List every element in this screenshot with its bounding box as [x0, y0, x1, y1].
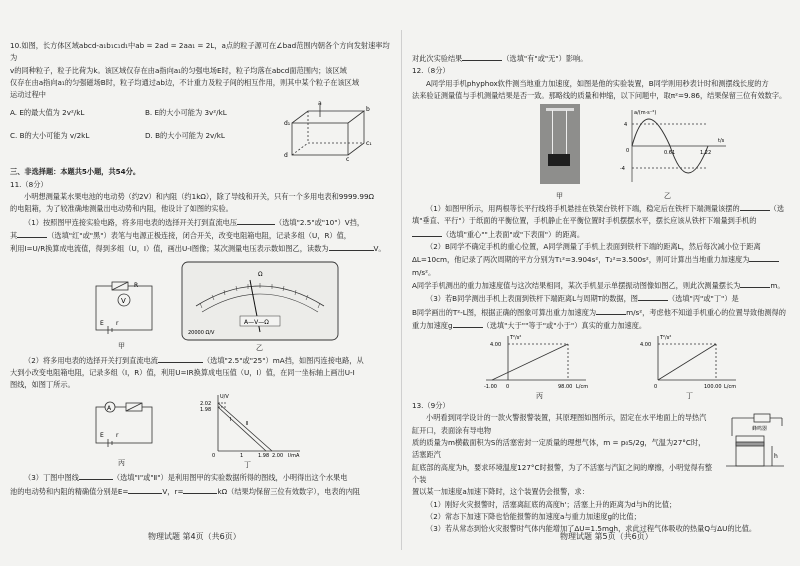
q11-p4a: （3）丁图中图线 [24, 473, 79, 483]
q10-option-c: C. B的大小可能为 v/2kL [10, 130, 90, 140]
q12-head: 12.（8分） [412, 66, 450, 76]
q11-p4b-tail: kΩ（结果均保留三位有效数字），电表的内阻 [217, 486, 361, 496]
meter-model-label: 20000 Ω/V [188, 329, 215, 336]
acceleration-graph [612, 106, 732, 186]
ding-line-II: Ⅱ [246, 421, 249, 428]
question-10 [10, 40, 392, 163]
q11-p1b: 的电阻箱，为了较准确地测量出电动势和内阻，他设计了如图的实验。 [10, 204, 233, 214]
q12-p4a-tail: （选填"丙"或"丁"）是 [667, 294, 739, 304]
q12-p3b: ΔL=10cm，他记录了两次周期的平方分别为T₁²=3.904s²，T₂²=3.500s²，则可计算出当地重力加速度为 [412, 255, 750, 265]
q11-p4b: 池的电动势和内阻的精确值分别是E= [10, 486, 129, 496]
ding-xunit: I/mA [288, 453, 300, 458]
q11-p3c: 图线，如图丁所示。 [10, 380, 75, 390]
footer-page-4: 物理试题 第4页（共6页） [148, 532, 241, 541]
answer-blank[interactable] [749, 253, 779, 262]
height-label: h [774, 453, 778, 461]
q13-p1b: 质的质量为m横截面积为S的活塞密封一定质量的理想气体，m = p₀S/2g，气温为27°C时，活塞距汽 [412, 438, 706, 460]
svg-text:b: b [366, 106, 370, 114]
section-3-heading: 三、非选择题：本题共5小题，共54分。 [10, 167, 141, 177]
answer-blank[interactable] [128, 485, 162, 494]
svg-text:V: V [121, 296, 126, 305]
ding-x1: 1 [240, 453, 244, 458]
q12-p2a: （1）如图甲所示，用两根等长平行线将手机悬挂在铁架台铁杆下端，稳定后在铁杆下端测量该摆的 [426, 204, 740, 214]
figure-label-yi: 乙 [256, 343, 263, 352]
pendulum-photo [540, 104, 580, 184]
q13-p1a: 小明看到同学设计的一款火警报警装置，其原理图如图所示，固定在水平地面上的导热汽缸开口，表面涂有导电物 [412, 413, 707, 435]
q10-option-a: A. E的最大值为 2v²/kL [10, 108, 85, 118]
right-page [412, 52, 790, 535]
svg-text:E: E [100, 319, 104, 327]
svg-text:d₁: d₁ [284, 120, 291, 128]
q13-item2: （2）常态下加速下降也恰能报警的加速度a与重力加速度g的比值； [426, 511, 641, 521]
svg-text:d: d [284, 152, 288, 160]
graph-ding-r [640, 332, 740, 390]
answer-blank[interactable] [79, 471, 113, 480]
q13-p1c: 缸底部的高度为h，要求环境温度127°C时报警，为了不活塞与汽缸之间的摩擦，小明觉得有整个装 [412, 462, 713, 484]
ding-r-x0: 0 [654, 384, 658, 391]
continued-line: 对此次实验结果 [412, 54, 463, 63]
graph-origin: 0 [626, 148, 630, 155]
answer-blank[interactable] [158, 354, 203, 363]
circuit-bing [90, 401, 160, 451]
q11-p4a-tail: （选填"Ⅰ"或"Ⅱ"）是利用图甲的实验数据所得的图线，小明得出这个水果电 [112, 473, 348, 483]
bing-x2: 98.00 [558, 384, 573, 391]
ding-x0: 0 [212, 453, 216, 458]
left-page [10, 40, 392, 498]
q13-item1: （1）刚好火灾报警时，活塞离缸底的高度h'；活塞上升的距离为d与h的比值； [426, 499, 677, 509]
answer-blank[interactable] [638, 292, 668, 301]
q11-p3a: （2）将多用电表的选择开关打到直流电流 [24, 355, 158, 365]
graph-x2: 1.22 [700, 150, 712, 157]
question-12 [412, 65, 790, 401]
answer-blank[interactable] [329, 242, 374, 251]
figure-label-jia-r: 甲 [556, 192, 563, 201]
cuboid-figure [280, 101, 375, 163]
svg-text:c₁: c₁ [366, 140, 372, 148]
answer-blank[interactable] [462, 52, 502, 61]
q12-p1b: 法来验证测量值与手机测量结果是否一致。那略线的质量和伸缩，以下问题中，取π²=9.86，结果保留三位有效数字。 [412, 90, 787, 100]
q12-p3c: A同学手机测出的重力加速度值与这次结果相同，某次手机显示单摆振动图像如图乙，则此次测量摆长为 [412, 280, 741, 290]
q12-p1a: A同学用手机phyphox软件测当地重力加速度，如图是他的实验装置，B同学则用秒表计时和测摆线长度的方 [426, 78, 769, 88]
graph-x1: 0.61 [664, 150, 676, 157]
buzzer-label: 蜂鸣器 [752, 426, 768, 433]
answer-blank[interactable] [17, 229, 47, 238]
q11-p2a: （1）按照图甲连接实验电路，将多用电表的选择开关打到直流电压 [24, 217, 238, 227]
answer-blank[interactable] [453, 319, 483, 328]
question-11 [10, 179, 392, 498]
answer-blank[interactable] [740, 202, 770, 211]
bing-xunit: L/cm [576, 384, 589, 391]
bing-x0: 0 [506, 384, 510, 391]
ding-x2: 1.98 [258, 453, 270, 458]
svg-text:a: a [318, 101, 322, 108]
q10-line3: 仅存在由a指向a₁的匀强磁场B时，粒子均通过ab边，不计重力及粒子间的相互作用，则其中某个粒子在该区域 [10, 77, 360, 87]
svg-text:r: r [116, 432, 119, 440]
q12-p3c-tail: m。 [770, 280, 785, 290]
answer-blank[interactable] [237, 216, 275, 225]
svg-text:E: E [100, 432, 104, 440]
answer-blank[interactable] [183, 485, 217, 494]
footer-page-5: 物理试题 第5页（共6页） [560, 532, 653, 541]
figure-label-ding-r: 丁 [686, 392, 693, 401]
q11-p2b-tail: （选填"红"或"黑"）表笔与电源正极连接，闭合开关，改变电阻箱电阻，记录多组（U，R）值， [47, 230, 351, 240]
ding-line-I: Ⅰ [230, 417, 232, 424]
q10-line4: 运动过程中 [10, 90, 46, 100]
q11-p3a-tail: （选填"2.5"或"25"）mA挡，如图丙连接电路，从 [202, 355, 364, 365]
q10-option-d: D. B的大小可能为 2v/kL [145, 130, 225, 140]
ding-y2: 1.98 [200, 407, 212, 414]
continued-line-tail: （选填"有"或"无"）影响。 [502, 54, 588, 63]
q13-p1d: 置以某一加速度a加速下降时，这个装置仍会报警，求： [412, 487, 589, 497]
q12-p2b: 填"垂直、平行"）于纸面的平衡位置，手机静止在平衡位置时手机摆摆水平，摆长应该从铁杆下端量到手机的 [412, 216, 757, 226]
figure-label-bing-r: 丙 [536, 392, 543, 401]
q13-item3: （3）若从常态到恰火灾报警时气体内能增加了ΔU=1.5mgh，求此过程气体吸收的热量Q与ΔU的比值。 [426, 524, 757, 534]
graph-y1: 4 [624, 122, 628, 129]
q11-p2b: 其 [10, 230, 18, 240]
ding-r-xunit: L/cm [724, 384, 737, 391]
graph-bing-r [482, 332, 592, 390]
ding-r-ylabel: T²/s² [660, 335, 672, 342]
q12-p2a-tail: （选 [769, 204, 785, 214]
q12-p3a: （2）B同学不确定手机的重心位置，A同学测量了手机上表面到铁杆下端的距离L，然后每次减小位于距离 [426, 242, 761, 252]
q11-p1a: 小明想测量某水果电池的电动势（约2V）和内阻（约1kΩ），除了导线和开关，只有一个多用电表和9999.99Ω [24, 192, 375, 202]
q10-line1: 10.如图，长方体区域abcd-a₁b₁c₁d₁中ab = 2ad = 2aa₁ = 2L，a点的粒子源可在∠bad范围内朝各个方向发射速率均为 [10, 41, 390, 63]
ding-r-y: 4.00 [640, 342, 652, 349]
q11-p3b: 大到小改变电阻箱电阻，记录多组（I，R）值，利用U=IR换算成电压值（U，I）值，在同一坐标轴上画出U-I [10, 367, 355, 377]
question-13 [412, 400, 790, 535]
page-divider [401, 30, 402, 550]
ding-y1: 2.02 [200, 401, 212, 408]
meter-scale-label: A—V—Ω [244, 318, 269, 326]
svg-text:A: A [107, 405, 112, 413]
answer-blank[interactable] [740, 279, 770, 288]
alarm-device-figure [722, 412, 788, 470]
q12-p2c: （选填"重心""上表面"或"下表面"）的距离。 [442, 229, 585, 239]
q11-p4b-mid: V，r= [162, 486, 184, 496]
svg-text:R: R [134, 281, 139, 289]
q11-head: 11.（8分） [10, 179, 48, 189]
answer-blank[interactable] [596, 306, 626, 315]
q13-head: 13.（9分） [412, 401, 450, 411]
ding-r-x2: 100.00 [704, 384, 722, 391]
graph-xunit: t/s [718, 138, 725, 145]
graph-y2: -4 [620, 166, 625, 173]
ui-graph-ding [196, 391, 306, 457]
figure-label-bing: 丙 [118, 459, 125, 468]
multimeter-dial [180, 260, 340, 342]
q12-p4c: 重力加速度g [412, 320, 453, 330]
q11-p2a-tail: （选填"2.5"或"10"）V挡， [275, 217, 365, 227]
q12-p4b-tail: m/s²，考虑他不知道手机重心的位置导致他测得的 [626, 307, 786, 317]
q11-p2c-tail: V。 [373, 244, 386, 254]
svg-text:r: r [116, 319, 119, 327]
circuit-jia [90, 280, 160, 340]
answer-blank[interactable] [412, 228, 442, 237]
q10-line2: v的同种粒子，粒子比荷为k。该区域仅存在由a指向a₁的匀强电场E时，粒子均落在abcd面范围内；该区域 [10, 65, 347, 75]
bing-y: 4.00 [490, 342, 502, 349]
svg-text:c: c [346, 156, 350, 164]
graph-ylabel: a/(m·s⁻²) [634, 110, 657, 117]
ding-ylabel: U/V [220, 394, 229, 401]
bing-x1: -1.00 [484, 384, 497, 391]
q12-p3b-tail: m/s²。 [412, 267, 436, 277]
figure-label-ding: 丁 [244, 461, 251, 470]
figure-label-yi-r: 乙 [664, 192, 671, 201]
q12-p4a: （3）若B同学测出手机上表面到铁杆下端距离L与周期T的数据，图 [426, 294, 638, 304]
q12-p4c-tail: （选填"大于""等于"或"小于"）真实的重力加速度。 [482, 320, 647, 330]
q10-option-b: B. E的大小可能为 3v²/kL [145, 108, 227, 118]
bing-ylabel: T²/s² [510, 335, 522, 342]
ding-x3: 2.00 [272, 453, 284, 458]
q11-p2c: 利用I=U/R换算成电流值，得到多组（U，I）值，画出U-I图像；某次测量电压表示数如图乙，读数为 [10, 244, 329, 254]
q12-p4b: B同学画出的T²-L图，根据正确的图象可算出重力加速度为 [412, 307, 597, 317]
meter-ohm-label: Ω [258, 270, 263, 278]
figure-label-jia: 甲 [118, 341, 125, 350]
